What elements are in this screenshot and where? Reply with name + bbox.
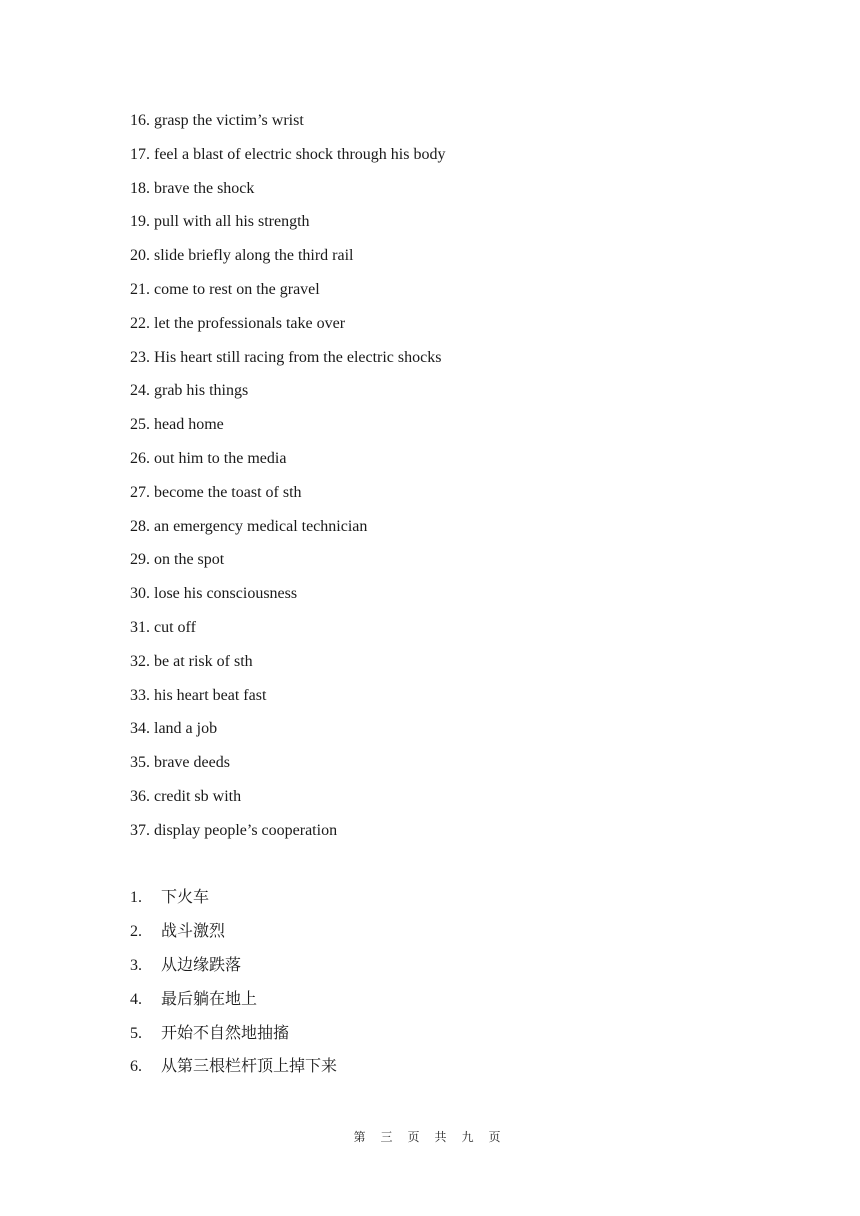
item-number: 6. (130, 1058, 142, 1076)
list-item: 33. his heart beat fast (130, 686, 267, 704)
list-item (130, 955, 337, 989)
list-item: 26. out him to the media (130, 449, 287, 467)
list-item (130, 1023, 337, 1057)
item-number: 2. (130, 922, 142, 940)
item-number: 4. (130, 990, 142, 1008)
page-footer: 第 三 页 共 九 页 (353, 1130, 507, 1144)
item-text: 下火车 (161, 889, 210, 906)
list-item: 17. feel a blast of electric shock through his body (130, 145, 446, 163)
list-item: 16. grasp the victim’s wrist (130, 112, 304, 129)
list-item: 20. slide briefly along the third rail (130, 247, 354, 265)
list-item: 30. lose his consciousness (130, 585, 298, 603)
list-item (130, 921, 337, 955)
list-item: 36. credit sb with (130, 787, 242, 805)
item-text: 从第三根栏杆顶上掉下来 (161, 1058, 338, 1076)
english-phrase-list (130, 110, 445, 854)
list-item (130, 989, 337, 1023)
list-item (130, 1056, 337, 1090)
item-text: 最后躺在地上 (161, 990, 258, 1008)
item-text: 开始不自然地抽搐 (161, 1024, 290, 1042)
item-number: 5. (130, 1024, 142, 1042)
item-text: 从边缘跌落 (161, 956, 242, 974)
list-item: 31. cut off (130, 618, 196, 636)
list-item: 37. display people’s cooperation (130, 821, 338, 839)
list-item (130, 887, 337, 921)
list-item: 25. head home (130, 416, 224, 434)
list-item: 24. grab his things (130, 382, 249, 400)
list-item: 32. be at risk of sth (130, 652, 253, 670)
chinese-phrase-list (130, 887, 337, 1090)
list-item: 22. let the professionals take over (130, 314, 346, 332)
list-item: 18. brave the shock (130, 179, 255, 197)
list-item: 34. land a job (130, 720, 218, 738)
item-number: 3. (130, 956, 142, 974)
list-item: 29. on the spot (130, 551, 225, 569)
list-item: 23. His heart still racing from the electric shocks (130, 348, 442, 366)
list-item: 35. brave deeds (130, 754, 230, 772)
list-item: 28. an emergency medical technician (130, 517, 368, 535)
item-text: 战斗激烈 (161, 922, 226, 940)
list-item: 27. become the toast of sth (130, 483, 302, 501)
item-number: 1. (130, 889, 142, 906)
list-item: 21. come to rest on the gravel (130, 280, 320, 298)
list-item: 19. pull with all his strength (130, 213, 310, 231)
